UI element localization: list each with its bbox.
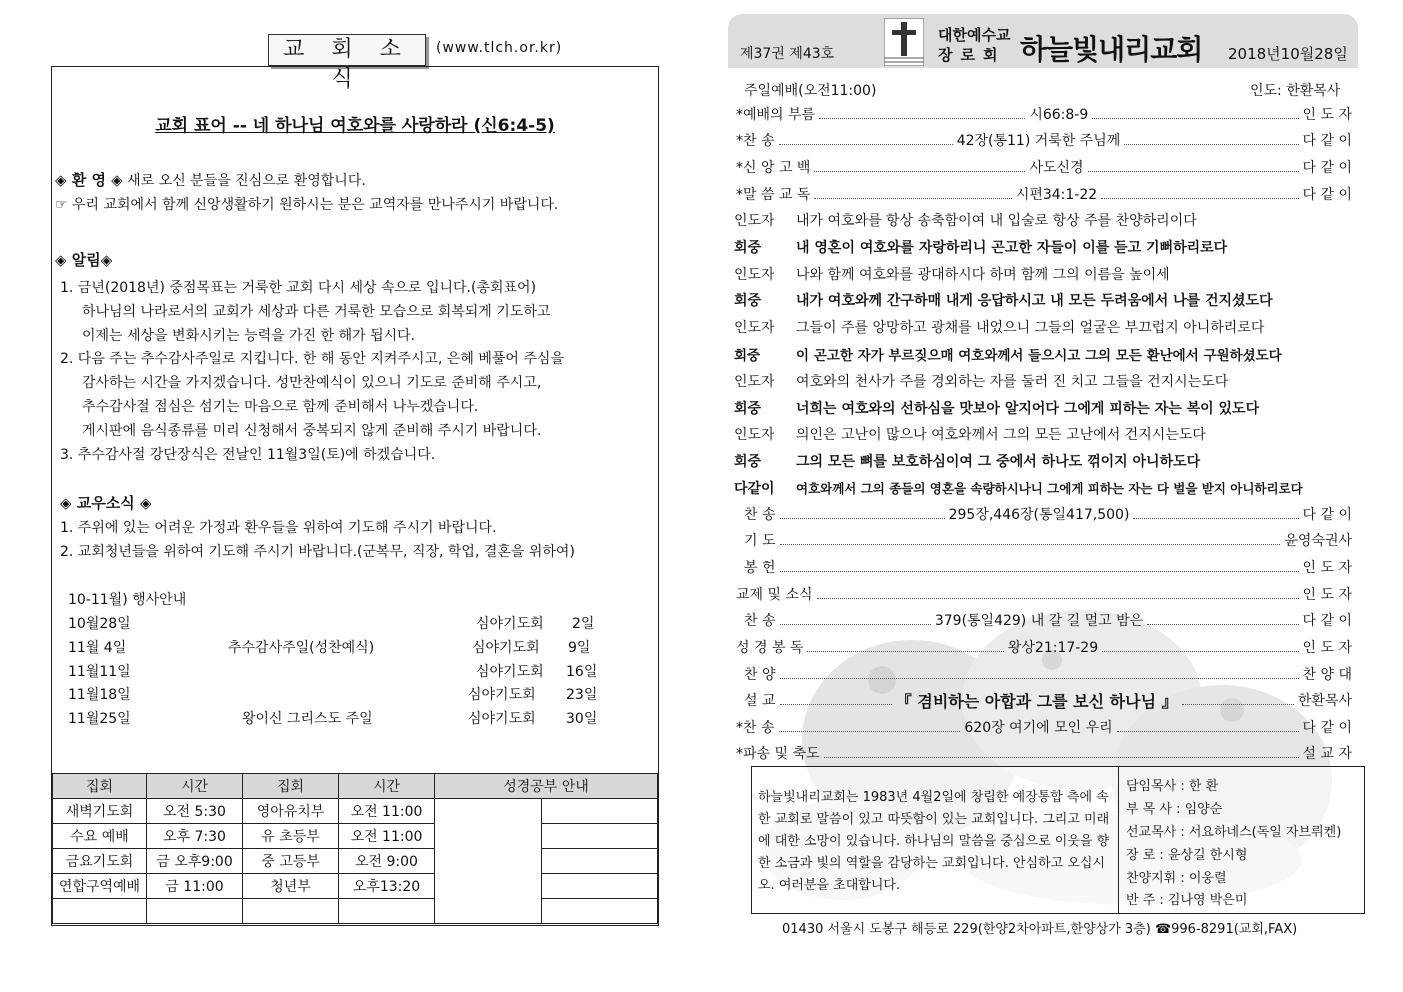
responsive-text: 내가 여호와를 항상 송축함이여 내 입술로 항상 주를 찬양하리이다	[796, 213, 1197, 229]
church-info-box	[751, 766, 1365, 914]
event-prayer: 심야기도회	[472, 640, 540, 656]
order-detail: 295장,446장(통일417,500)	[948, 507, 1130, 523]
table-cell: 금요기도회	[53, 849, 147, 874]
order-row	[736, 103, 1352, 125]
church-motto: 교회 표어 -- 네 하나님 여호와를 사랑하라 (신6:4-5)	[155, 116, 555, 136]
dotted-leader	[1102, 642, 1298, 652]
notice-item: 추수감사절 점심은 섬기는 마음으로 함께 준비해서 나누겠습니다.	[82, 399, 479, 415]
table-cell	[339, 899, 435, 924]
order-person: 윤영숙권사	[1284, 533, 1352, 549]
responsive-line	[734, 237, 1227, 257]
order-item: 설 교	[744, 693, 776, 709]
responsive-speaker: 회중	[734, 240, 762, 256]
dotted-leader	[819, 109, 1025, 119]
table-cell: 오후 7:30	[147, 824, 243, 849]
worship-time: 주일예배(오전11:00)	[744, 83, 877, 99]
order-detail: 왕상21:17-29	[1007, 640, 1099, 656]
order-item: *찬 송	[736, 720, 775, 736]
event-date: 11월25일	[68, 711, 131, 727]
dotted-leader	[1092, 109, 1298, 119]
order-row	[736, 129, 1352, 151]
table-cell: 오전 11:00	[339, 799, 435, 824]
church-introduction: 하늘빛내리교회는 1983년 4월2일에 창립한 예장통합 측에 속한 교회로 말씀이 있고 따뜻함이 있는 교회입니다. 그리고 미래에 대한 소망이 있습니다. 하나님의 말씀을 중심으로 이웃을 향한 소금과 빛의 역할을 감당하는 교회입니다. 안심하고 오십시오. 여러분을 초대합니다.	[758, 790, 1110, 893]
event-prayer: 심야기도회	[468, 711, 536, 727]
event-day: 9일	[568, 640, 591, 656]
responsive-speaker: 인도자	[734, 213, 775, 229]
responsive-text: 내가 여호와께 간구하매 내게 응답하시고 내 모든 두려움에서 나를 건지셨도다	[796, 293, 1273, 309]
dotted-leader	[1133, 509, 1298, 519]
notice-item: 이제는 세상을 변화시키는 능력을 가진 한 해가 됩시다.	[82, 328, 416, 344]
order-person: 다 같 이	[1302, 613, 1353, 629]
meeting-schedule-table	[52, 773, 658, 924]
responsive-line	[734, 424, 1206, 444]
denomination-line-2: 장로회	[938, 46, 1006, 64]
notice-item: 감사하는 시간을 가지겠습니다. 성만찬예식이 있으니 기도로 준비해 주시고,	[82, 375, 542, 391]
order-person: 다 같 이	[1302, 187, 1353, 203]
table-cell: 금 오후9:00	[147, 849, 243, 874]
dotted-leader	[780, 562, 1299, 572]
order-row	[736, 609, 1352, 631]
responsive-text: 내 영혼이 여호와를 자랑하리니 곤고한 자들이 이를 듣고 기뻐하리로다	[796, 240, 1228, 256]
order-row	[736, 556, 1352, 578]
order-item: *말 씀 교 독	[736, 187, 811, 203]
order-detail: 379(통일429) 내 갈 길 멀고 밤은	[934, 613, 1144, 629]
order-person: 설 교 자	[1302, 746, 1352, 762]
responsive-line	[734, 290, 1273, 310]
pastoral-item: 2. 교회청년들을 위하여 기도해 주시기 바랍니다.(군복무, 직장, 학업, 결혼을 위하여)	[60, 544, 575, 560]
dotted-leader	[1101, 189, 1298, 199]
dotted-leader	[1124, 135, 1298, 145]
event-date: 11월18일	[68, 687, 131, 703]
order-person: 다 같 이	[1302, 507, 1353, 523]
notice-heading: ◈ 알림◈	[55, 251, 113, 269]
dotted-leader	[817, 589, 1299, 599]
order-detail: 시편34:1-22	[1015, 187, 1098, 203]
website-url[interactable]: (www.tlch.or.kr)	[436, 40, 563, 56]
order-detail: 620장 여기에 모인 우리	[964, 720, 1113, 736]
dotted-leader	[1088, 162, 1299, 172]
notice-item: 2. 다음 주는 추수감사주일로 지킵니다. 한 해 동안 지켜주시고, 은혜 베풀어 주심을	[60, 351, 564, 367]
info-divider	[1118, 767, 1119, 913]
responsive-speaker: 회중	[734, 348, 761, 364]
col-header: 성경공부 안내	[435, 774, 658, 799]
responsive-speaker: 회중	[734, 293, 762, 309]
table-cell: 영아유치부	[243, 799, 339, 824]
order-item: 찬 양	[744, 667, 776, 683]
order-item: 찬 송	[744, 507, 776, 523]
table-cell: 오전 5:30	[147, 799, 243, 824]
responsive-text: 이 곤고한 자가 부르짖으매 여호와께서 들으시고 그의 모든 환난에서 구원하셨도다	[796, 348, 1282, 364]
order-row	[736, 183, 1352, 205]
table-cell: 금 11:00	[147, 874, 243, 899]
pastoral-item: 1. 주위에 있는 어려운 가정과 환우들을 위하여 기도해 주시기 바랍니다.	[60, 520, 497, 536]
responsive-text: 나와 함께 여호와를 광대하시다 하며 함께 그의 이름을 높이세	[796, 267, 1170, 283]
table-cell	[243, 899, 339, 924]
table-row	[53, 799, 658, 824]
responsive-speaker: 인도자	[734, 320, 775, 336]
responsive-speaker: 인도자	[734, 267, 775, 283]
welcome-text: 새로 오신 분들을 진심으로 환영합니다.	[122, 173, 366, 189]
event-date: 10월28일	[68, 616, 131, 632]
sermon-title: 『 겸비하는 아합과 그를 보신 하나님 』	[895, 691, 1178, 711]
table-cell: 중 고등부	[243, 849, 339, 874]
event-date: 11월 4일	[68, 640, 127, 656]
welcome-line-2: ☞ 우리 교회에서 함께 신앙생활하기 원하시는 분은 교역자를 만나주시기 바랍니다.	[55, 197, 559, 213]
table-cell	[53, 899, 147, 924]
event-date: 11월11일	[68, 664, 131, 680]
dotted-leader	[824, 748, 1299, 758]
col-header: 시간	[339, 774, 435, 799]
event-prayer: 심야기도회	[476, 664, 544, 680]
col-header: 시간	[147, 774, 243, 799]
responsive-speaker: 인도자	[734, 374, 775, 390]
responsive-line	[734, 371, 1228, 391]
pastoral-heading: ◈ 교우소식 ◈	[60, 494, 152, 512]
dotted-leader	[1117, 722, 1299, 732]
responsive-line	[734, 317, 1264, 337]
staff-line: 반 주 : 김나영 박은미	[1126, 893, 1248, 908]
responsive-text: 그들이 주를 앙망하고 광채를 내었으니 그들의 얼굴은 부끄럽지 아니하리로다	[796, 320, 1265, 336]
responsive-text: 여호와께서 그의 종들의 영혼을 속량하시나니 그에게 피하는 자는 다 벌을 받지 아니하리로다	[796, 481, 1303, 496]
responsive-line	[734, 210, 1197, 230]
dotted-leader	[1182, 695, 1294, 705]
responsive-line	[734, 344, 1282, 364]
responsive-speaker: 다같이	[734, 481, 775, 497]
dotted-leader	[780, 509, 945, 519]
dotted-leader	[779, 722, 961, 732]
table-cell: 유 초등부	[243, 824, 339, 849]
order-item: *찬 송	[736, 133, 775, 149]
table-row	[53, 899, 658, 924]
dotted-leader	[814, 162, 1025, 172]
table-cell: 청년부	[243, 874, 339, 899]
order-detail: 42장(통11) 거룩한 주님께	[956, 133, 1121, 149]
bible-study-cell	[542, 849, 658, 874]
staff-line: 장 로 : 윤상길 한시형	[1126, 848, 1248, 863]
staff-line: 선교목사 : 서요하네스(독일 자브뤼켄)	[1126, 825, 1342, 840]
order-person: 한환목사	[1297, 693, 1353, 709]
col-header: 집회	[53, 774, 147, 799]
event-prayer: 심야기도회	[476, 616, 544, 632]
responsive-line	[734, 451, 1200, 471]
welcome-line	[55, 169, 366, 190]
worship-leader: 인도: 한환목사	[1250, 83, 1341, 99]
order-item: *파송 및 축도	[736, 746, 820, 762]
dotted-leader	[779, 135, 953, 145]
order-detail: 시66:8-9	[1029, 107, 1089, 123]
order-row	[736, 689, 1352, 711]
dotted-leader	[807, 642, 1003, 652]
bulletin-date: 2018년10월28일	[1228, 45, 1348, 63]
table-cell	[147, 899, 243, 924]
notice-item: 1. 금년(2018년) 중점목표는 거룩한 교회 다시 세상 속으로 입니다.(총회표어)	[60, 280, 537, 296]
notice-item: 3. 추수감사절 강단장식은 전날인 11월3일(토)에 하겠습니다.	[60, 447, 436, 463]
responsive-speaker: 회중	[734, 454, 762, 470]
order-person: 찬 양 대	[1302, 667, 1352, 683]
order-item: 교제 및 소식	[736, 587, 813, 603]
dotted-leader	[1147, 615, 1298, 625]
welcome-heading: ◈ 환 영 ◈	[55, 171, 123, 189]
bible-study-cell	[542, 874, 658, 899]
event-day: 23일	[566, 687, 598, 703]
event-day: 16일	[566, 664, 598, 680]
responsive-text: 너희는 여호와의 선하심을 맛보아 알지어다 그에게 피하는 자는 복이 있도다	[796, 401, 1260, 417]
order-item: 기 도	[744, 533, 776, 549]
notice-item: 게시판에 음식종류를 미리 신청해서 중복되지 않게 준비해 주시기 바랍니다.	[82, 423, 542, 439]
order-item: 봉 헌	[744, 560, 776, 576]
cross-logo-icon	[884, 18, 924, 66]
staff-line: 찬양지휘 : 이웅렬	[1126, 871, 1227, 886]
order-person: 다 같 이	[1302, 720, 1352, 736]
church-news-panel	[51, 66, 659, 926]
responsive-line	[734, 398, 1259, 418]
bible-study-cell	[542, 899, 658, 924]
table-cell: 연합구역예배	[53, 874, 147, 899]
col-header: 집회	[243, 774, 339, 799]
order-person: 인 도 자	[1302, 107, 1353, 123]
notice-item: 하나님의 나라로서의 교회가 세상과 다른 거룩한 모습으로 회복되게 기도하고	[82, 304, 551, 320]
responsive-speaker: 회중	[734, 401, 762, 417]
table-cell: 새벽기도회	[53, 799, 147, 824]
table-row	[53, 874, 658, 899]
order-item: *예배의 부름	[736, 107, 816, 123]
order-row	[736, 663, 1352, 685]
table-cell: 오전 9:00	[339, 849, 435, 874]
dotted-leader	[780, 535, 1281, 545]
order-detail: 사도신경	[1029, 160, 1084, 176]
church-address: 01430 서울시 도봉구 해등로 229(한양2차아파트,한양상가 3층) ☎996-8291(교회,FAX)	[782, 922, 1298, 937]
church-name: 하늘빛내리교회	[1020, 33, 1203, 66]
responsive-line	[734, 478, 1303, 498]
order-person: 다 같 이	[1302, 160, 1353, 176]
order-row	[736, 156, 1352, 178]
order-person: 인 도 자	[1302, 640, 1353, 656]
table-row	[53, 849, 658, 874]
order-row	[736, 742, 1352, 764]
order-person: 인 도 자	[1302, 560, 1352, 576]
table-row	[53, 824, 658, 849]
order-item: *신 앙 고 백	[736, 160, 811, 176]
news-title: 교 회 소 식	[268, 34, 426, 66]
order-person: 인 도 자	[1302, 587, 1352, 603]
responsive-speaker: 인도자	[734, 427, 775, 443]
order-row	[736, 583, 1352, 605]
event-day: 2일	[572, 616, 595, 632]
bible-study-cell	[542, 799, 658, 824]
order-row	[736, 716, 1352, 738]
events-heading: 10-11월) 행사안내	[68, 592, 187, 608]
event-prayer: 심야기도회	[468, 687, 536, 703]
table-cell: 오후13:20	[339, 874, 435, 899]
responsive-text: 여호와의 천사가 주를 경외하는 자를 둘러 진 치고 그들을 건지시는도다	[796, 374, 1229, 390]
staff-line: 담임목사 : 한 환	[1126, 779, 1219, 794]
order-item: 성 경 봉 독	[736, 640, 804, 656]
dotted-leader	[780, 615, 931, 625]
responsive-text: 그의 모든 뼈를 보호하심이여 그 중에서 하나도 꺾이지 아니하도다	[796, 454, 1201, 470]
event-day: 30일	[566, 711, 598, 727]
table-cell: 수요 예배	[53, 824, 147, 849]
order-row	[736, 503, 1352, 525]
order-row	[736, 529, 1352, 551]
order-person: 다 같 이	[1302, 133, 1353, 149]
denomination-line-1: 대한예수교	[938, 26, 1011, 44]
order-row	[736, 636, 1352, 658]
event-name: 추수감사주일(성찬예식)	[228, 640, 375, 656]
volume-number: 제37권 제43호	[740, 46, 835, 62]
bible-study-cell	[435, 799, 542, 924]
table-cell: 오전 11:00	[339, 824, 435, 849]
order-item: 찬 송	[744, 613, 776, 629]
dotted-leader	[780, 695, 892, 705]
dotted-leader	[814, 189, 1011, 199]
responsive-line	[734, 264, 1170, 284]
bible-study-cell	[542, 824, 658, 849]
responsive-text: 의인은 고난이 많으나 여호와께서 그의 모든 고난에서 건지시는도다	[796, 427, 1206, 443]
event-name: 왕이신 그리스도 주일	[242, 711, 373, 727]
staff-line: 부 목 사 : 임양순	[1126, 802, 1223, 817]
dotted-leader	[780, 669, 1299, 679]
